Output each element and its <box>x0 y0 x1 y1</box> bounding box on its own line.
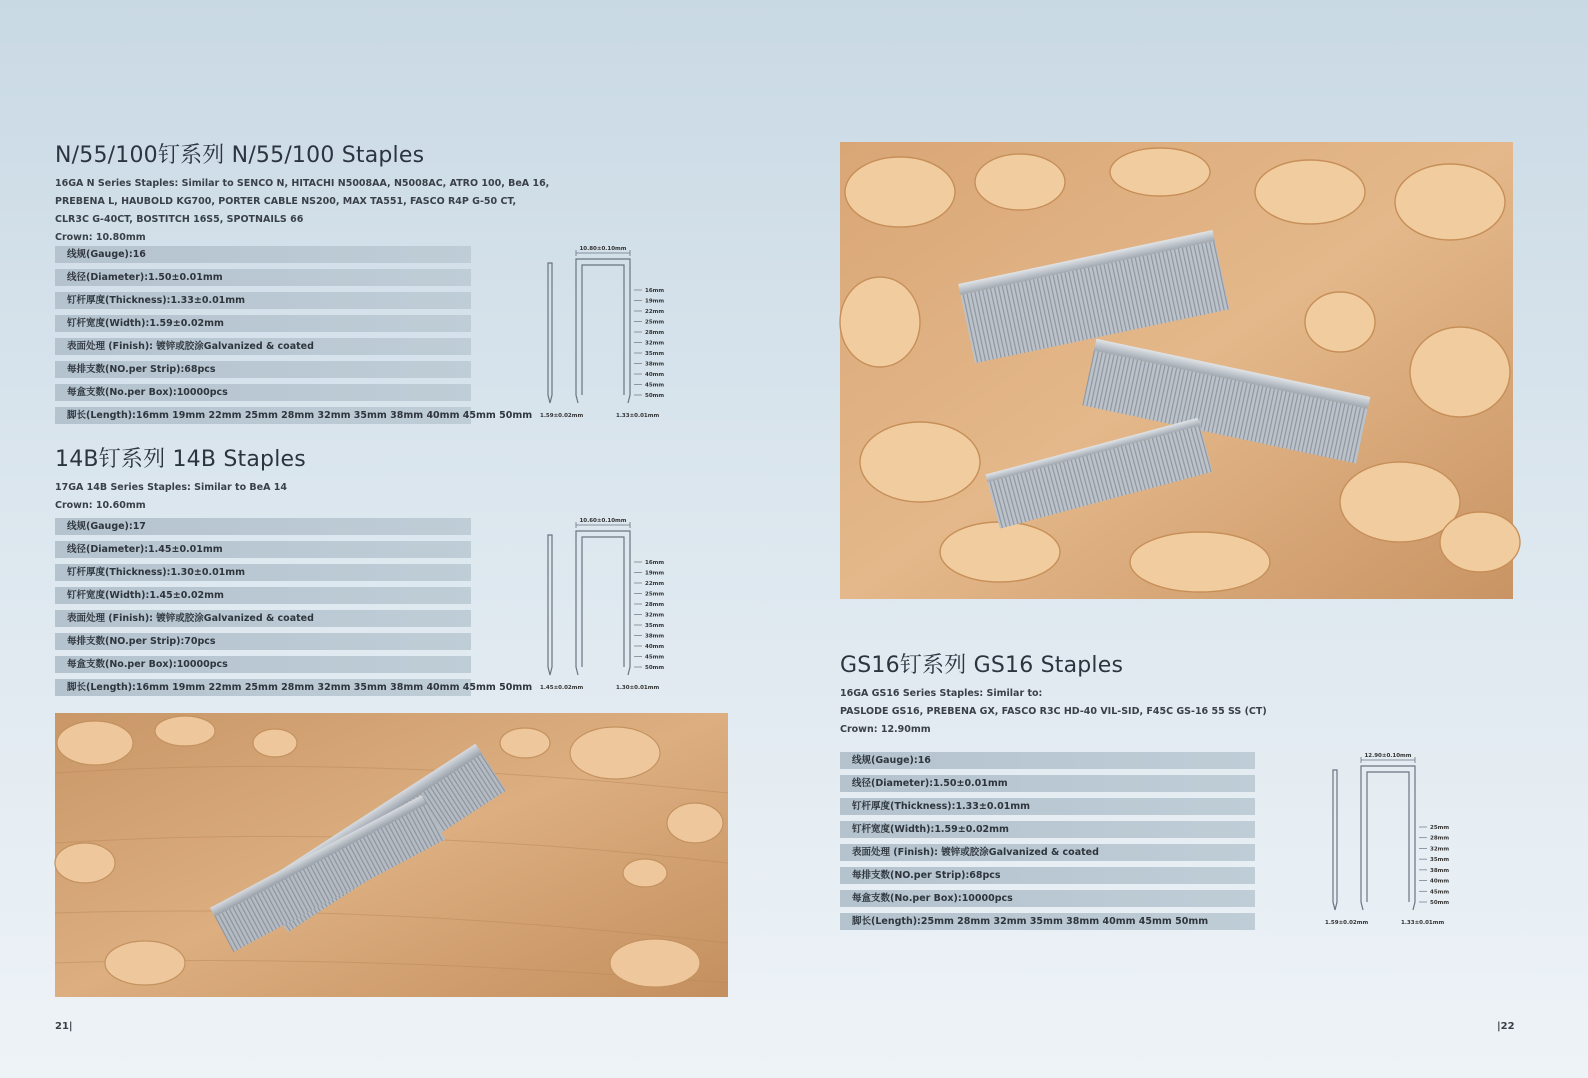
length-tick-label: 45mm <box>1430 889 1450 896</box>
14b-series-desc-1: 17GA 14B Series Staples: Similar to BeA 14 <box>55 482 287 493</box>
spec-row-width: 钉杆宽度(Width):1.59±0.02mm <box>840 821 1255 838</box>
staple-side-view <box>548 535 552 675</box>
n-series-desc-3: CLR3C G-40CT, BOSTITCH 16S5, SPOTNAILS 66 <box>55 214 304 225</box>
spec-row-finish: 表面处理 (Finish): 镀锌或胶涂Galvanized & coated <box>55 610 471 627</box>
spec-row-width: 钉杆宽度(Width):1.45±0.02mm <box>55 587 471 604</box>
spec-row-diameter: 线径(Diameter):1.50±0.01mm <box>55 269 471 286</box>
length-tick-label: 16mm <box>645 288 665 294</box>
n-series-desc-2: PREBENA L, HAUBOLD KG700, PORTER CABLE NS200, MAX TA551, FASCO R4P G-50 CT, <box>55 196 517 207</box>
spec-row-diameter: 线径(Diameter):1.45±0.01mm <box>55 541 471 558</box>
spec-row-length: 脚长(Length):25mm 28mm 32mm 35mm 38mm 40mm 45mm 50mm <box>840 913 1255 930</box>
length-tick-label: 40mm <box>645 372 665 378</box>
14b-series-staple-diagram <box>520 517 680 697</box>
length-tick-label: 25mm <box>645 591 665 598</box>
spec-row-length: 脚长(Length):16mm 19mm 22mm 25mm 28mm 32mm 35mm 38mm 40mm 45mm 50mm <box>55 407 471 424</box>
length-tick-label: 35mm <box>1430 857 1450 864</box>
length-tick-label: 32mm <box>645 612 665 619</box>
length-tick-label: 32mm <box>1430 846 1450 853</box>
spec-row-gauge: 线规(Gauge):16 <box>55 246 471 263</box>
spec-row-width: 钉杆宽度(Width):1.59±0.02mm <box>55 315 471 332</box>
spec-row-per-box: 每盒支数(No.per Box):10000pcs <box>55 656 471 673</box>
length-tick-label: 35mm <box>645 351 665 357</box>
staple-drawing <box>1305 752 1465 932</box>
length-tick-label: 16mm <box>645 560 665 566</box>
length-tick-label: 19mm <box>645 298 665 305</box>
leg-thickness-label: 1.33±0.01mm <box>616 413 660 419</box>
gs16-series-staple-diagram <box>1305 752 1465 932</box>
length-tick-label: 28mm <box>645 602 665 608</box>
staple-side-view <box>1333 770 1337 910</box>
staple-front-view <box>1361 766 1415 910</box>
leg-width-label: 1.59±0.02mm <box>1325 920 1369 926</box>
length-tick-label: 25mm <box>1430 825 1450 831</box>
leg-width-label: 1.45±0.02mm <box>540 685 584 691</box>
gs16-series-desc-1: 16GA GS16 Series Staples: Similar to: <box>840 688 1043 699</box>
n-series-crown: Crown: 10.80mm <box>55 232 146 243</box>
spec-row-gauge: 线规(Gauge):16 <box>840 752 1255 769</box>
staple-front-view <box>576 531 630 675</box>
gs16-series-desc-2: PASLODE GS16, PREBENA GX, FASCO R3C HD-40 VIL-SID, F45C GS-16 55 SS (CT) <box>840 706 1267 717</box>
spec-row-gauge: 线规(Gauge):17 <box>55 518 471 535</box>
spec-row-per-box: 每盒支数(No.per Box):10000pcs <box>55 384 471 401</box>
spec-row-finish: 表面处理 (Finish): 镀锌或胶涂Galvanized & coated <box>840 844 1255 861</box>
spec-row-diameter: 线径(Diameter):1.50±0.01mm <box>840 775 1255 792</box>
leg-thickness-label: 1.33±0.01mm <box>1401 920 1445 926</box>
spec-row-finish: 表面处理 (Finish): 镀锌或胶涂Galvanized & coated <box>55 338 471 355</box>
crown-dimension-label: 10.80±0.10mm <box>579 246 627 252</box>
length-tick-label: 45mm <box>645 382 665 389</box>
length-tick-label: 40mm <box>1430 878 1450 885</box>
gs16-series-title: GS16钉系列 GS16 Staples <box>840 653 1124 678</box>
length-tick-label: 50mm <box>1430 900 1450 906</box>
n-series-desc-1: 16GA N Series Staples: Similar to SENCO N, HITACHI N5008AA, N5008AC, ATRO 100, BeA 16, <box>55 178 550 189</box>
spec-row-per-strip: 每排支数(NO.per Strip):70pcs <box>55 633 471 650</box>
length-tick-label: 28mm <box>1430 835 1450 842</box>
n-series-title: N/55/100钉系列 N/55/100 Staples <box>55 143 425 168</box>
spec-row-thickness: 钉杆厚度(Thickness):1.30±0.01mm <box>55 564 471 581</box>
length-tick-label: 40mm <box>645 644 665 650</box>
crown-dimension-label: 12.90±0.10mm <box>1364 753 1412 759</box>
page-number-left: 21| <box>55 1021 73 1032</box>
length-tick-label: 50mm <box>645 393 665 399</box>
length-tick-label: 35mm <box>645 623 665 629</box>
spec-row-length: 脚长(Length):16mm 19mm 22mm 25mm 28mm 32mm 35mm 38mm 40mm 45mm 50mm <box>55 679 471 696</box>
leg-width-label: 1.59±0.02mm <box>540 413 584 419</box>
staple-drawing <box>520 517 680 697</box>
spec-row-per-strip: 每排支数(NO.per Strip):68pcs <box>55 361 471 378</box>
length-tick-label: 38mm <box>645 361 665 368</box>
staples-on-wood-photo-left <box>55 713 728 997</box>
length-tick-label: 32mm <box>645 340 665 347</box>
staple-drawing <box>520 245 680 425</box>
length-tick-label: 45mm <box>645 654 665 661</box>
length-tick-label: 28mm <box>645 330 665 336</box>
length-tick-label: 38mm <box>645 633 665 640</box>
length-tick-label: 38mm <box>1430 867 1450 874</box>
length-tick-label: 22mm <box>645 581 665 587</box>
staple-front-view <box>576 259 630 403</box>
14b-series-crown: Crown: 10.60mm <box>55 500 146 511</box>
leg-thickness-label: 1.30±0.01mm <box>616 685 660 691</box>
staples-on-wood-photo-right <box>840 142 1513 599</box>
staple-side-view <box>548 263 552 403</box>
gs16-series-crown: Crown: 12.90mm <box>840 724 931 735</box>
14b-series-section <box>55 442 306 515</box>
n-series-staple-diagram <box>520 245 680 425</box>
n-series-section <box>55 138 549 247</box>
spec-row-per-box: 每盒支数(No.per Box):10000pcs <box>840 890 1255 907</box>
14b-series-title: 14B钉系列 14B Staples <box>55 447 306 472</box>
crown-dimension-label: 10.60±0.10mm <box>579 518 627 524</box>
gs16-series-section <box>840 648 1267 739</box>
length-tick-label: 19mm <box>645 570 665 577</box>
length-tick-label: 22mm <box>645 309 665 315</box>
length-tick-label: 25mm <box>645 319 665 326</box>
length-tick-label: 50mm <box>645 665 665 671</box>
spec-row-thickness: 钉杆厚度(Thickness):1.33±0.01mm <box>55 292 471 309</box>
spec-row-per-strip: 每排支数(NO.per Strip):68pcs <box>840 867 1255 884</box>
spec-row-thickness: 钉杆厚度(Thickness):1.33±0.01mm <box>840 798 1255 815</box>
page-number-right: |22 <box>1497 1021 1515 1032</box>
